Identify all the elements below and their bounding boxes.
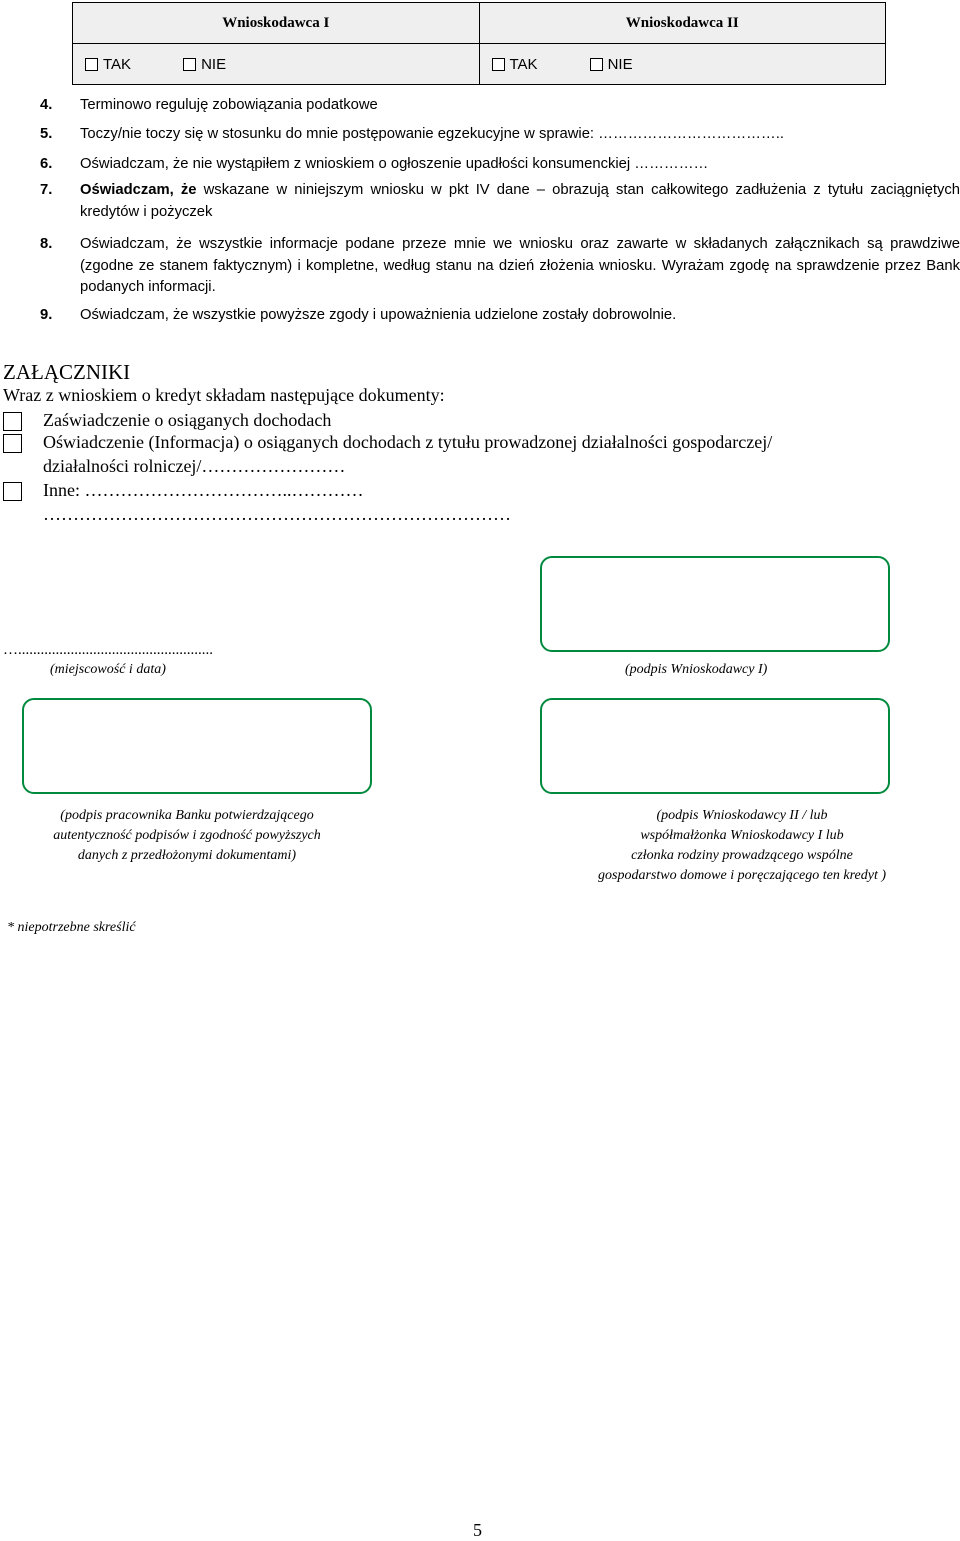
place-date-label: (miejscowość i data)	[50, 662, 166, 677]
statement-text: Oświadczam, że wszystkie powyższe zgody i upoważnienia udzielone zostały dobrowolnie.	[80, 307, 677, 323]
checkbox-icon[interactable]	[183, 58, 196, 71]
statement-9	[40, 305, 960, 327]
applicant-2-choices	[479, 44, 886, 85]
statement-text: Toczy/nie toczy się w stosunku do mnie postępowanie egzekucyjne w sprawie: ………………………………..	[80, 126, 784, 142]
statement-text: Terminowo reguluję zobowiązania podatkowe	[80, 97, 378, 113]
statement-5	[40, 124, 960, 146]
checkbox-icon[interactable]	[3, 412, 22, 431]
statement-number: 6.	[40, 156, 53, 172]
checkbox-icon[interactable]	[492, 58, 505, 71]
applicant-1-choices	[73, 44, 480, 85]
checkbox-icon[interactable]	[3, 434, 22, 453]
statement-text: Oświadczam, że nie wystąpiłem z wnioskiem o ogłoszenie upadłości konsumenckiej ……………	[80, 156, 709, 172]
statement-number: 4.	[40, 97, 53, 113]
no-label: NIE	[607, 55, 633, 73]
statement-text	[80, 180, 960, 223]
statement-text: Oświadczam, że wszystkie informacje podane przeze mnie we wniosku oraz zawarte w składanych załącznikach są prawdziwe (zgodne ze stanem faktycznym) i kompletne, według stanu na dzień złożenia wniosku. Wyrażam zgodę na sprawdzenie przez Bank podanych informacji.	[80, 236, 960, 295]
label-line: współmałżonka Wnioskodawcy I lub	[640, 828, 844, 843]
checkbox-icon[interactable]	[85, 58, 98, 71]
attachment-label: Zaświadczenie o osiąganych dochodach	[43, 410, 332, 430]
footnote: * niepotrzebne skreślić	[7, 920, 136, 935]
label-line: autentyczność podpisów i zgodność powyższych	[53, 828, 321, 843]
attachment-item-income-statement[interactable]	[3, 432, 772, 453]
applicant-2-header: Wnioskodawca II	[479, 3, 886, 44]
statement-number: 9.	[40, 307, 53, 323]
checkbox-icon[interactable]	[3, 482, 22, 501]
place-date-dots: …....................................................	[3, 642, 213, 658]
attachments-title: ZAŁĄCZNIKI	[3, 360, 131, 384]
statement-4	[40, 95, 960, 117]
label-line: danych z przedłożonymi dokumentami)	[77, 848, 297, 863]
statement-number: 8.	[40, 236, 53, 252]
checkbox-icon[interactable]	[590, 58, 603, 71]
applicant-2-signature-box[interactable]	[540, 698, 890, 794]
label-line: (podpis Wnioskodawcy II / lub	[656, 808, 828, 823]
attachment-item-continuation: działalności rolniczej/……………………	[43, 456, 346, 476]
applicant-1-header: Wnioskodawca I	[73, 3, 480, 44]
attachment-label: Oświadczenie (Informacja) o osiąganych dochodach z tytułu prowadzonej działalności gospodarczej/	[43, 432, 773, 452]
applicant-1-signature-box[interactable]	[540, 556, 890, 652]
statement-8	[40, 234, 960, 299]
attachment-other-continuation: ……………………………………………………………………	[43, 504, 511, 524]
applicant-consent-table	[72, 2, 886, 85]
attachment-label: Inne: ……………………………..…………	[43, 480, 364, 500]
no-label: NIE	[201, 55, 227, 73]
statement-7	[40, 180, 960, 223]
statement-body: wskazane w niniejszym wniosku w pkt IV dane – obrazują stan całkowitego zadłużenia z tytułu zaciągniętych kredytów i pożyczek	[80, 182, 960, 220]
applicant-2-yes-checkbox[interactable]	[492, 56, 538, 73]
page-number: 5	[473, 1520, 482, 1540]
bank-employee-signature-box[interactable]	[22, 698, 372, 794]
applicant-2-signature-label	[562, 806, 922, 886]
attachment-item-income-certificate[interactable]	[3, 410, 331, 431]
label-line: członka rodziny prowadzącego wspólne	[631, 848, 853, 863]
statement-number: 7.	[40, 182, 53, 198]
attachments-intro: Wraz z wnioskiem o kredyt składam następujące dokumenty:	[3, 385, 445, 405]
applicant-1-yes-checkbox[interactable]	[85, 56, 131, 73]
label-line: (podpis pracownika Banku potwierdzającego	[60, 808, 314, 823]
label-line: gospodarstwo domowe i poręczającego ten kredyt )	[598, 868, 886, 883]
statement-6	[40, 154, 960, 176]
statement-number: 5.	[40, 126, 53, 142]
attachment-item-other[interactable]	[3, 480, 363, 501]
yes-label: TAK	[509, 55, 538, 73]
applicant-2-no-checkbox[interactable]	[590, 56, 633, 73]
statement-bold-lead: Oświadczam, że	[80, 182, 197, 198]
applicant-1-signature-label: (podpis Wnioskodawcy I)	[625, 662, 768, 677]
bank-employee-signature-label	[22, 806, 352, 866]
applicant-1-no-checkbox[interactable]	[183, 56, 226, 73]
yes-label: TAK	[103, 55, 132, 73]
